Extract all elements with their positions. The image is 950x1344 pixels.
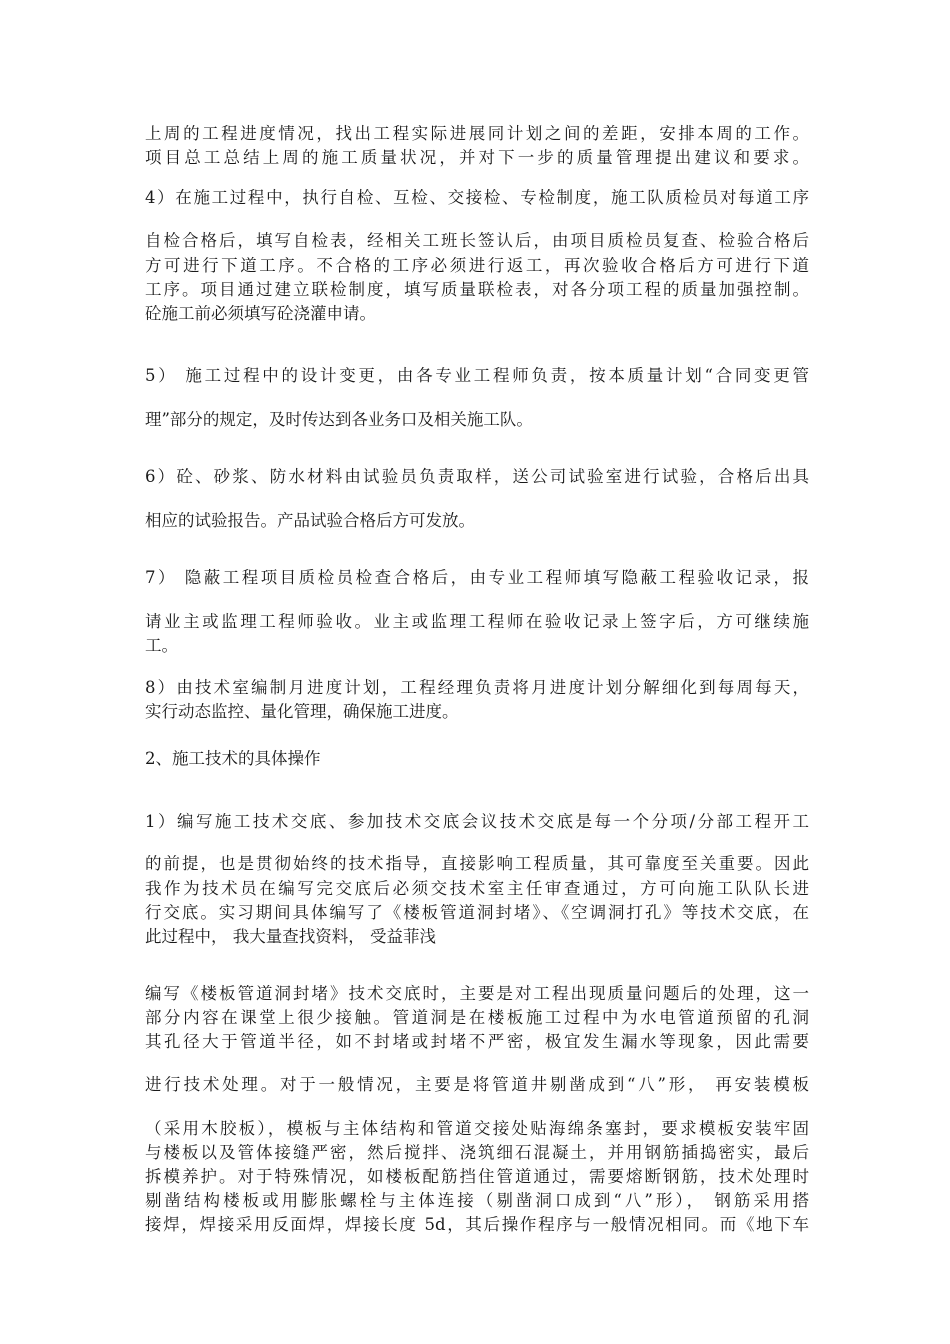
text-line: 自检合格后，填写自检表，经相关工班长签认后，由项目质检员复查、检验合格后	[145, 231, 809, 250]
text-line: 进行技术处理。对于一般情况，主要是将管道井剔凿成到“八”形， 再安装模板	[145, 1075, 809, 1094]
text-line: 方可进行下道工序。不合格的工序必须进行返工，再次验收合格后方可进行下道	[145, 256, 809, 275]
text-line: 部分内容在课堂上很少接触。管道洞是在楼板施工过程中为水电管道预留的孔洞	[145, 1008, 809, 1027]
section-heading: 2、施工技术的具体操作	[145, 749, 321, 768]
text-line: 相应的试验报告。产品试验合格后方可发放。	[145, 511, 475, 530]
text-line: 上周的工程进度情况，找出工程实际进展同计划之间的差距，安排本周的工作。	[145, 124, 809, 143]
text-line: 行交底。实习期间具体编写了《楼板管道洞封堵》、《空调洞打孔》等技术交底，在	[145, 903, 809, 922]
text-line: 工序。项目通过建立联检制度，填写质量联检表，对各分项工程的质量加强控制。	[145, 280, 809, 299]
text-line: 的前提，也是贯彻始终的技术指导，直接影响工程质量，其可靠度至关重要。因此	[145, 854, 809, 873]
text-line: 我作为技术员在编写完交底后必须交技术室主任审查通过，方可向施工队队长进	[145, 879, 809, 898]
text-line: 实行动态监控、量化管理，确保施工进度。	[145, 702, 459, 721]
text-line: 与楼板以及管体接缝严密，然后搅拌、浇筑细石混凝土，并用钢筋插捣密实，最后	[145, 1143, 809, 1162]
text-line: 接焊，焊接采用反面焊，焊接长度 5d，其后操作程序与一般情况相同。而《地下车	[145, 1215, 809, 1234]
text-line: 8）由技术室编制月进度计划，工程经理负责将月进度计划分解细化到每周每天，	[145, 678, 809, 697]
text-line: 其孔径大于管道半径，如不封堵或封堵不严密，极宜发生漏水等现象，因此需要	[145, 1032, 809, 1051]
text-line: 4）在施工过程中，执行自检、互检、交接检、专检制度，施工队质检员对每道工序	[145, 188, 809, 207]
text-line: 项目总工总结上周的施工质量状况，并对下一步的质量管理提出建议和要求。	[145, 148, 809, 167]
text-line: 砼施工前必须填写砼浇灌申请。	[145, 304, 376, 323]
text-line: 5） 施工过程中的设计变更，由各专业工程师负责，按本质量计划“合同变更管	[145, 366, 809, 385]
text-line: 拆模养护。对于特殊情况，如楼板配筋挡住管道通过，需要熔断钢筋，技术处理时	[145, 1167, 809, 1186]
text-line: 此过程中， 我大量查找资料， 受益菲浅	[145, 927, 436, 946]
text-line: 编写《楼板管道洞封堵》技术交底时，主要是对工程出现质量问题后的处理，这一	[145, 984, 809, 1003]
text-line: 剔凿结构楼板或用膨胀螺栓与主体连接（剔凿洞口成到“八”形）， 钢筋采用搭	[145, 1191, 809, 1210]
text-line: 1）编写施工技术交底、参加技术交底会议技术交底是每一个分项/分部工程开工	[145, 812, 809, 831]
text-line: 7） 隐蔽工程项目质检员检查合格后，由专业工程师填写隐蔽工程验收记录，报	[145, 568, 809, 587]
text-line: 6）砼、砂浆、防水材料由试验员负责取样，送公司试验室进行试验，合格后出具	[145, 467, 809, 486]
text-line: 理”部分的规定，及时传达到各业务口及相关施工队。	[145, 410, 533, 429]
text-line: （采用木胶板），模板与主体结构和管道交接处贴海绵条塞封，要求模板安装牢固	[145, 1119, 809, 1138]
text-line: 请业主或监理工程师验收。业主或监理工程师在验收记录上签字后，方可继续施	[145, 612, 809, 631]
text-line: 工。	[145, 636, 178, 655]
